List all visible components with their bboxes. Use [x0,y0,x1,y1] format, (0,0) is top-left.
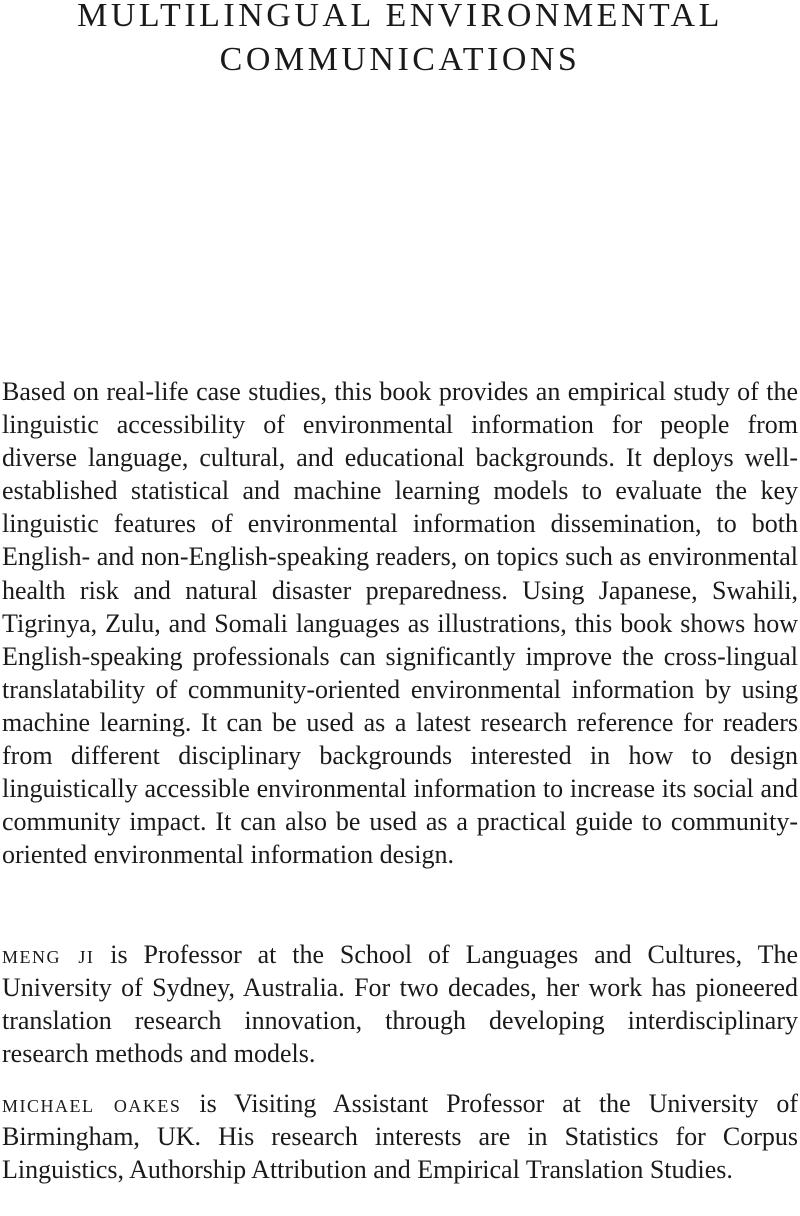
author-name: michael oakes [2,1089,182,1118]
author-bio-michael-oakes [2,1087,798,1186]
author-bio-text: is Visiting Assistant Professor at the University of Birmingham, UK. His research interests are in Statistics for Corpus Linguistics, Authorship Attribution and Empirical Translation Studies. [2,1089,798,1185]
book-title [0,0,800,82]
author-bio-meng-ji [2,938,798,1070]
book-title-line-2: COMMUNICATIONS [219,41,581,78]
book-title-line-1: MULTILINGUAL ENVIRONMENTAL [77,0,723,34]
author-bio-text: is Professor at the School of Languages and Cultures, The University of Sydney, Australia. For two decades, her work has pioneered translation research innovation, through developing interdisciplinary research methods and models. [2,940,798,1069]
author-name: meng ji [2,940,95,969]
book-description: Based on real-life case studies, this book provides an empirical study of the linguistic accessibility of environmental information for people from diverse language, cultural, and educational backgrounds. It deploys well-established statistical and machine learning models to evaluate the key linguistic features of environmental information dissemination, to both English- and non-English-speaking readers, on topics such as environmental health risk and natural disaster preparedness. Using Japanese, Swahili, Tigrinya, Zulu, and Somali languages as illustrations, this book shows how English-speaking professionals can significantly improve the cross-lingual translatability of community-oriented environmental information by using machine learning. It can be used as a latest research reference for readers from different disciplinary backgrounds interested in how to design linguistically accessible environmental information to increase its social and community impact. It can also be used as a practical guide to community-oriented environmental information design. [2,377,798,870]
